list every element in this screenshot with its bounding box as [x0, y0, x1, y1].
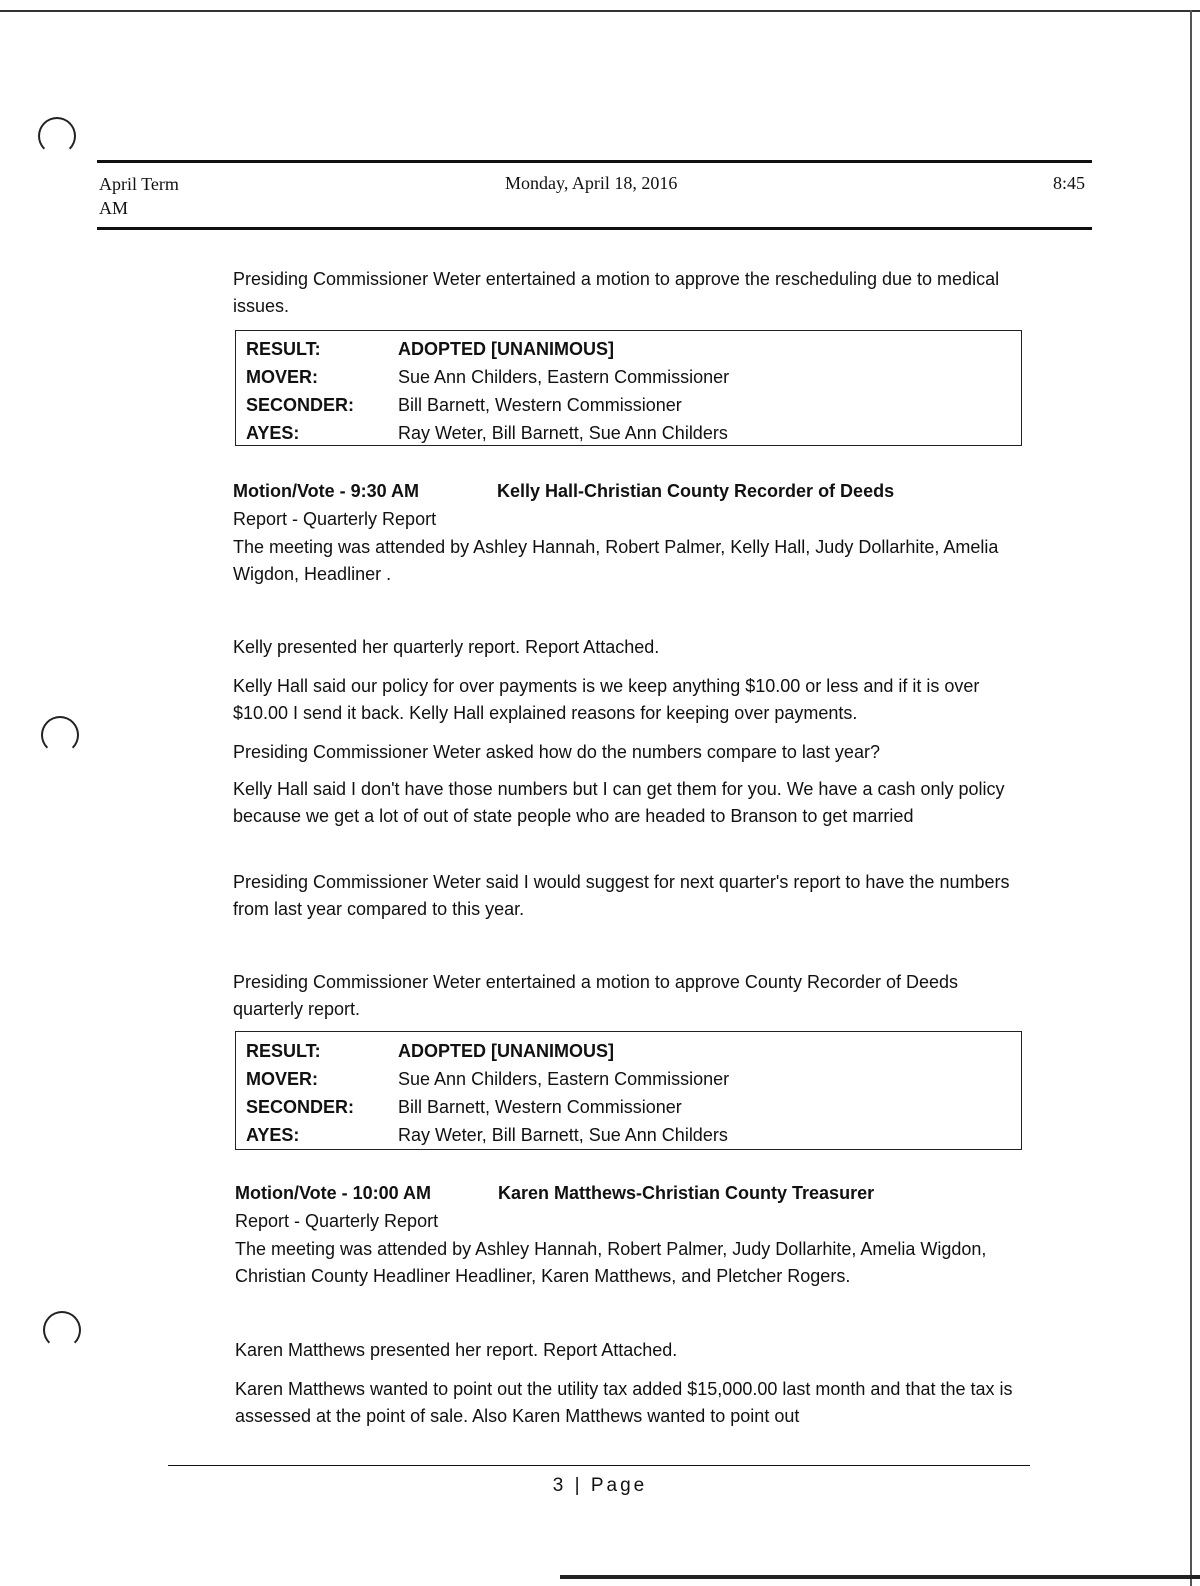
- result-label: RESULT:: [246, 1041, 321, 1061]
- header-date: Monday, April 18, 2016: [505, 173, 678, 193]
- scan-border-bottom: [560, 1575, 1200, 1579]
- punch-hole-top: [38, 117, 76, 155]
- punch-hole-bottom: [43, 1311, 81, 1349]
- seconder-value: Bill Barnett, Western Commissioner: [398, 1097, 682, 1117]
- result-label: RESULT:: [246, 339, 321, 359]
- paragraph: Kelly presented her quarterly report. Report Attached.: [233, 637, 660, 657]
- motion-intro-rescheduling: Presiding Commissioner Weter entertained a motion to approve the rescheduling due to medical issues.: [233, 269, 1000, 316]
- paragraph: Karen Matthews presented her report. Report Attached.: [235, 1340, 678, 1360]
- header-time: 8:45: [1053, 173, 1086, 193]
- page-number: 3 | Page: [552, 1475, 648, 1496]
- ayes-value: Ray Weter, Bill Barnett, Sue Ann Childers: [398, 1125, 728, 1145]
- attendance: The meeting was attended by Ashley Hannah, Robert Palmer, Kelly Hall, Judy Dollarhite, Amelia Wigdon, Headliner .: [233, 537, 999, 584]
- punch-hole-middle: [41, 716, 79, 754]
- motion-time-label: Motion/Vote - 10:00 AM: [235, 1183, 432, 1203]
- header-rule-top: [97, 160, 1092, 163]
- header-rule-bottom: [97, 227, 1092, 230]
- ayes-label: AYES:: [246, 423, 300, 443]
- ayes-value: Ray Weter, Bill Barnett, Sue Ann Childers: [398, 423, 728, 443]
- attendance: The meeting was attended by Ashley Hannah, Robert Palmer, Judy Dollarhite, Amelia Wigdon, Christian County Headliner Headliner, Karen Matthews, and Pletcher Rogers.: [235, 1239, 987, 1286]
- vote-result-table: [235, 1031, 1022, 1150]
- scan-border-right: [1190, 10, 1192, 1586]
- scan-border-top: [0, 10, 1200, 12]
- paragraph: Presiding Commissioner Weter asked how do the numbers compare to last year?: [233, 742, 880, 762]
- seconder-label: SECONDER:: [246, 395, 355, 415]
- header-ampm: AM: [99, 198, 129, 218]
- ayes-label: AYES:: [246, 1125, 300, 1145]
- footer-rule: [168, 1465, 1030, 1466]
- paragraph: Kelly Hall said our policy for over payments is we keep anything $10.00 or less and if it is over $10.00 I send it back. Kelly Hall explained reasons for keeping over payments.: [233, 676, 980, 723]
- mover-label: MOVER:: [246, 367, 318, 387]
- mover-label: MOVER:: [246, 1069, 318, 1089]
- mover-value: Sue Ann Childers, Eastern Commissioner: [398, 1069, 730, 1089]
- mover-value: Sue Ann Childers, Eastern Commissioner: [398, 367, 730, 387]
- vote-result-table: [235, 330, 1022, 446]
- paragraph: Presiding Commissioner Weter said I would suggest for next quarter's report to have the numbers from last year compared to this year.: [233, 872, 1010, 919]
- paragraph: Kelly Hall said I don't have those numbers but I can get them for you. We have a cash only policy because we get a lot of out of state people who are headed to Branson to get married: [233, 779, 1005, 826]
- motion-subject: Kelly Hall-Christian County Recorder of Deeds: [497, 481, 895, 501]
- header-term: April Term: [99, 174, 179, 194]
- motion-time-label: Motion/Vote - 9:30 AM: [233, 481, 419, 501]
- report-type: Report - Quarterly Report: [233, 509, 437, 529]
- paragraph: Karen Matthews wanted to point out the utility tax added $15,000.00 last month and that the tax is assessed at the point of sale. Also Karen Matthews wanted to point out: [235, 1379, 1013, 1426]
- result-value: ADOPTED [UNANIMOUS]: [398, 1041, 614, 1061]
- motion-subject: Karen Matthews-Christian County Treasurer: [498, 1183, 875, 1203]
- motion-intro-recorder-report: Presiding Commissioner Weter entertained a motion to approve County Recorder of Deeds quarterly report.: [233, 972, 959, 1019]
- result-value: ADOPTED [UNANIMOUS]: [398, 339, 614, 359]
- seconder-label: SECONDER:: [246, 1097, 355, 1117]
- report-type: Report - Quarterly Report: [235, 1211, 439, 1231]
- seconder-value: Bill Barnett, Western Commissioner: [398, 395, 682, 415]
